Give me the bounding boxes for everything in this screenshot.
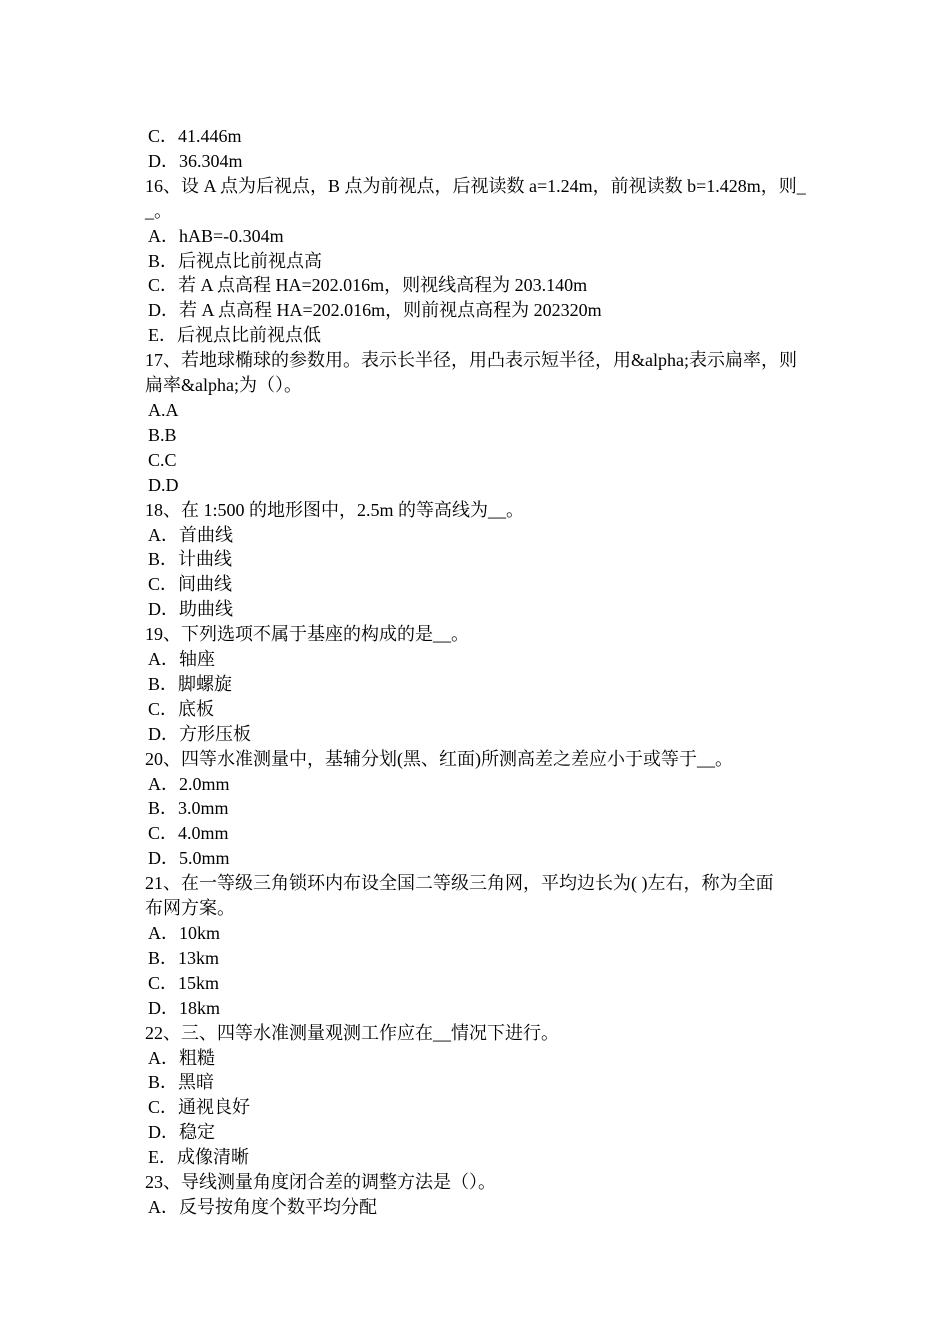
answer-option: B．黑暗 [148, 1072, 215, 1093]
answer-option: A．10km [148, 923, 220, 943]
answer-option: D．方形压板 [148, 723, 251, 744]
question-text: _。 [145, 200, 172, 221]
answer-option: D．稳定 [148, 1122, 215, 1143]
answer-option: D．若 A 点高程 HA=202.016m，则前视点高程为 202320m [148, 300, 602, 321]
answer-option: A.A [148, 399, 179, 420]
answer-option: A．反号按角度个数平均分配 [148, 1196, 377, 1217]
answer-option: A．粗糙 [148, 1047, 215, 1068]
answer-option: A．轴座 [148, 649, 215, 670]
answer-option: B．脚螺旋 [148, 673, 233, 694]
answer-option: C．4.0mm [148, 823, 229, 844]
question-text: 20、四等水准测量中，基辅分划(黑、红面)所测高差之差应小于或等于__。 [145, 748, 733, 769]
question-text: 布网方案。 [145, 898, 235, 919]
answer-option: A．hAB=-0.304m [148, 225, 284, 246]
question-text: 21、在一等级三角锁环内布设全国二等级三角网，平均边长为( )左右，称为全面 [145, 873, 774, 894]
question-text: 23、导线测量角度闭合差的调整方法是（）。 [145, 1172, 496, 1193]
answer-option: C．若 A 点高程 HA=202.016m，则视线高程为 203.140m [148, 275, 588, 296]
question-list [145, 124, 813, 1220]
question-text: 扁率&alpha;为（）。 [145, 375, 302, 396]
answer-option: B．13km [148, 947, 220, 968]
answer-option: A．2.0mm [148, 773, 230, 794]
answer-option: D.D [148, 474, 179, 495]
question-text: 19、下列选项不属于基座的构成的是__。 [145, 624, 469, 645]
question-text: 18、在 1:500 的地形图中，2.5m 的等高线为__。 [145, 499, 525, 520]
answer-option: D．5.0mm [148, 848, 230, 869]
question-text: 17、若地球椭球的参数用。表示长半径，用凸表示短半径，用&alpha;表示扁率，则 [145, 350, 797, 371]
answer-option: C.C [148, 449, 177, 470]
answer-option: D．36.304m [148, 150, 243, 171]
answer-option: D．助曲线 [148, 599, 233, 620]
answer-option: A．首曲线 [148, 524, 233, 545]
answer-option: C．通视良好 [148, 1097, 251, 1118]
answer-option: B．后视点比前视点高 [148, 250, 323, 271]
answer-option: C．间曲线 [148, 574, 233, 595]
question-text: 16、设 A 点为后视点，B 点为前视点，后视读数 a=1.24m，前视读数 b=1.428m，则_ [145, 175, 806, 196]
answer-option: C．41.446m [148, 126, 242, 146]
answer-option: D．18km [148, 997, 220, 1018]
answer-option: B.B [148, 424, 177, 445]
answer-option: B．计曲线 [148, 549, 233, 570]
answer-option: E．后视点比前视点低 [148, 325, 321, 346]
question-text: 22、三、四等水准测量观测工作应在__情况下进行。 [145, 1022, 559, 1043]
answer-option: B．3.0mm [148, 798, 229, 819]
answer-option: C．底板 [148, 698, 215, 719]
answer-option: C．15km [148, 972, 220, 993]
answer-option: E．成像清晰 [148, 1147, 249, 1168]
